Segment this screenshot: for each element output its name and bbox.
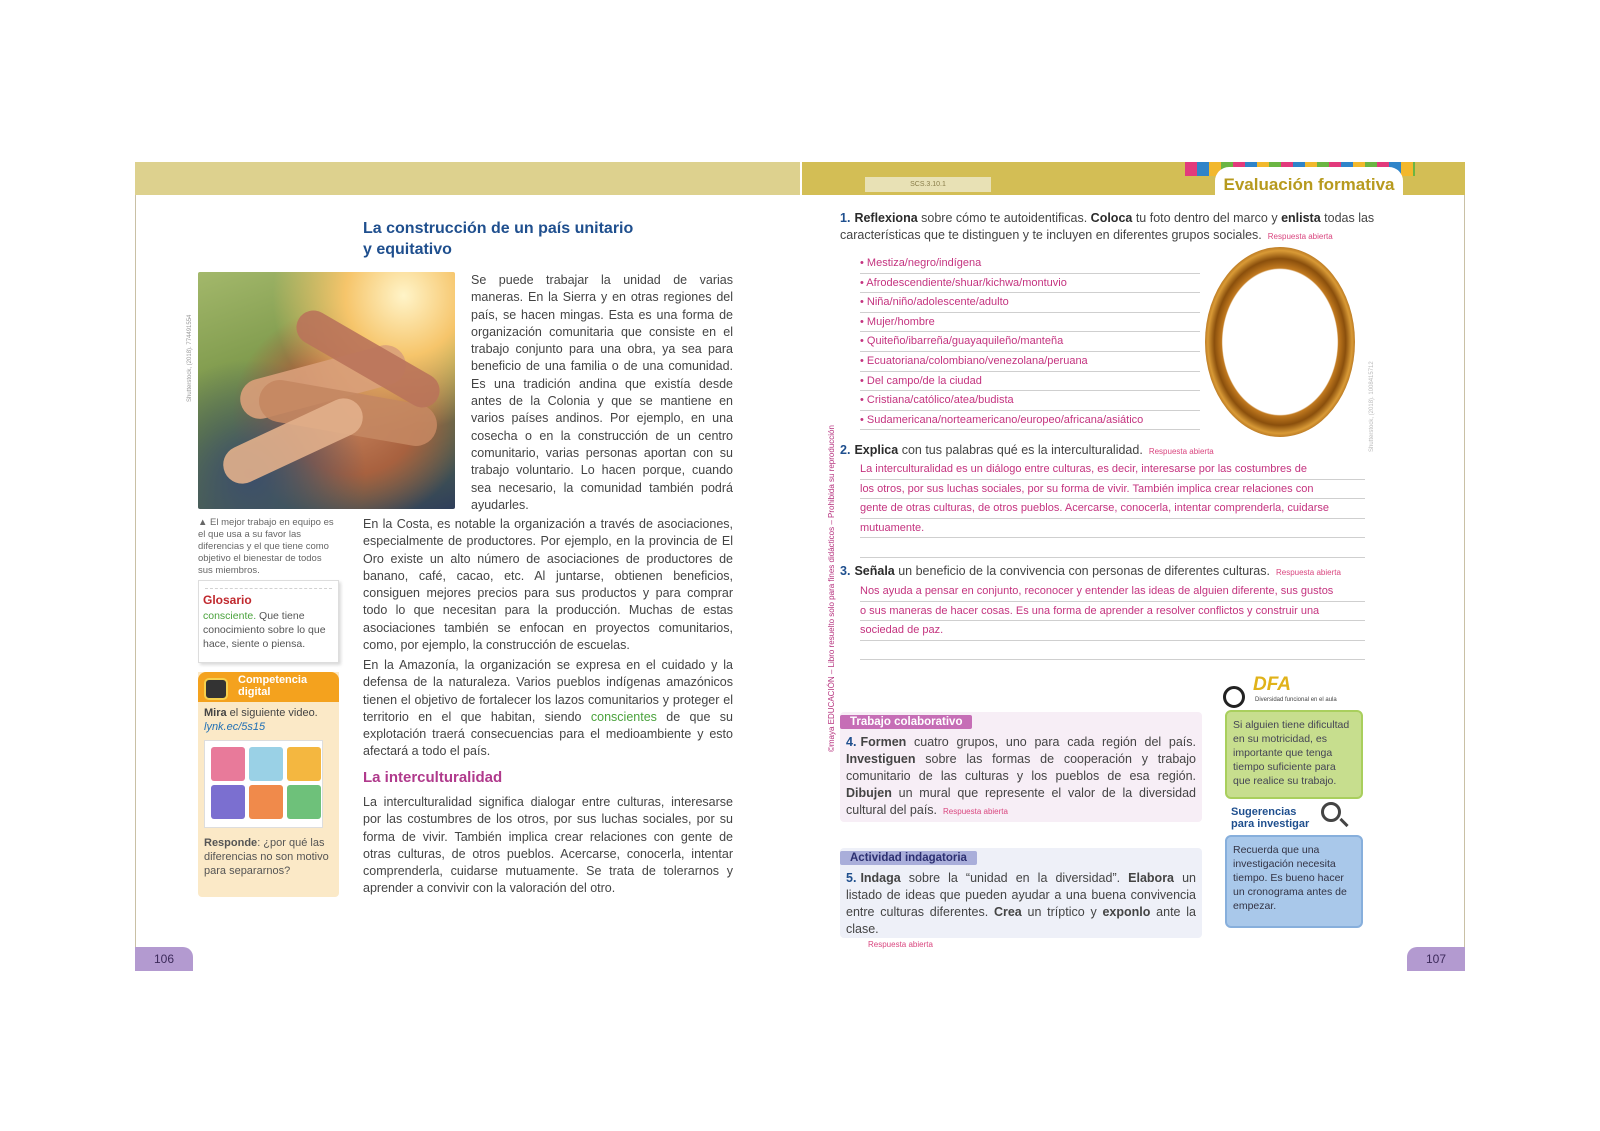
robot-icon xyxy=(204,678,228,700)
answer-line: La interculturalidad es un diálogo entre culturas, es decir, interesarse por las costumbres de xyxy=(860,460,1365,480)
q4-verb-2: Investiguen xyxy=(846,752,916,766)
q4-text-2: sobre las formas de cooperación y trabajo comunitario de las culturas y los pueblos de esa región. xyxy=(846,752,1196,783)
answer-line: • Cristiana/católico/atea/budista xyxy=(860,391,1200,411)
open-answer-tag: Respuesta abierta xyxy=(868,940,933,949)
open-answer-tag: Respuesta abierta xyxy=(943,807,1008,816)
skill-code-tab: SCS.3.10.1 xyxy=(865,177,991,192)
glossary-term: consciente. xyxy=(203,610,257,622)
inquiry-activity-box xyxy=(840,848,1202,949)
dfa-subtitle: Diversidad funcional en el aula xyxy=(1255,697,1337,703)
q5-number: 5. xyxy=(846,871,857,885)
answer-line xyxy=(860,538,1365,558)
page-number-left: 106 xyxy=(135,947,193,971)
textbook-spread xyxy=(135,162,1465,971)
research-suggestions-title xyxy=(1231,806,1309,830)
child-illustration xyxy=(287,785,321,819)
q1-text-3: todas las características que te distinguen y te incluyen en diferentes grupos sociales. xyxy=(840,211,1375,242)
q1-verb-1: Reflexiona xyxy=(854,211,918,225)
digital-title-line-1: Competencia xyxy=(238,674,308,686)
magnifier-icon xyxy=(1321,802,1341,822)
video-link[interactable]: lynk.ec/5s15 xyxy=(204,721,266,733)
q4-verb-1: Formen xyxy=(860,735,907,749)
paragraph-amazonia-b: de que su explotación traerá consecuencias para el medioambiente y esto afectará a todo el país. xyxy=(363,709,733,759)
q2-number: 2. xyxy=(840,443,851,457)
answer-line: Nos ayuda a pensar en conjunto, reconocer y entender las ideas de alguien diferente, sus gustos xyxy=(860,582,1365,602)
q2-answer xyxy=(860,460,1365,558)
dfa-logo xyxy=(1215,672,1355,708)
open-answer-tag: Respuesta abierta xyxy=(1275,568,1341,577)
q1-text-2: tu foto dentro del marco y xyxy=(1132,211,1282,225)
answer-line: • Mujer/hombre xyxy=(860,313,1200,333)
video-instruction xyxy=(198,702,339,738)
q3-verb: Señala xyxy=(854,564,895,578)
child-illustration xyxy=(249,785,283,819)
photo-credit: Shutterstock, (2018). 774491554 xyxy=(187,314,193,402)
wheelchair-icon xyxy=(1223,686,1245,708)
copyright-vertical: ©maya EDUCACIÓN – Libro resuelto solo para fines didácticos – Prohibida su reproducción xyxy=(827,425,836,752)
child-illustration xyxy=(211,747,245,781)
paragraph-costa: En la Costa, es notable la organización a través de asociaciones, especialmente de productores. Por ejemplo, en la provincia de El Oro existe un alto número de asociaciones de productores de banano, café, cacao, etc. Al juntarse, obtienen beneficios, consiguen mejores precios para sus productos y para comprar todo lo que necesitan para la producción. Muchas de estas asociaciones también se enfocan en proyectos comunitarios, como, por ejemplo, la construcción de escuelas. xyxy=(363,517,733,653)
q1-number: 1. xyxy=(840,211,851,225)
title-line-2: y equitativo xyxy=(363,241,452,258)
paragraph-mingas: Se puede trabajar la unidad de varias maneras. En la Sierra y en otras regiones del país, se hacen mingas. Esta es una forma de organización comunitaria que consiste en el trabajo conjunto para una obra, ya sea para beneficio de una familia o de una comunidad. Es una tradición andina que existía desde antes de la Colonia y que se mantiene en varios países andinos. Por ejemplo, en una cosecha o en la construcción de un centro comunitario, varias personas aportan con su trabajo voluntario. Lo hacen porque, cuando sea necesario, la comunidad también podrá ayudarles. xyxy=(471,273,733,512)
responde-verb: Responde xyxy=(204,837,258,849)
mira-verb: Mira xyxy=(204,707,227,719)
child-illustration xyxy=(249,747,283,781)
q5-text-4: ante la clase. xyxy=(846,905,1196,936)
q1-text-1: sobre cómo te autoidentificas. xyxy=(917,211,1091,225)
question-4 xyxy=(840,730,1202,820)
open-answer-tag: Respuesta abierta xyxy=(1148,447,1214,456)
section-heading-interculturalidad: La interculturalidad xyxy=(363,769,503,786)
question-1 xyxy=(840,210,1380,245)
answer-line: • Del campo/de la ciudad xyxy=(860,372,1200,392)
responde-prompt xyxy=(198,830,339,884)
paragraph-amazonia xyxy=(363,657,733,761)
frame-credit: Shutterstock, (2018). 1008415712 xyxy=(1369,361,1375,452)
page-edge-right xyxy=(1464,195,1465,947)
glossary-entry xyxy=(199,609,338,651)
ornate-photo-frame xyxy=(1205,247,1355,437)
answer-line: los otros, por sus luchas sociales, por su forma de vivir. También implica crear relaciones con xyxy=(860,480,1365,500)
answer-line: • Mestiza/negro/indígena xyxy=(860,254,1200,274)
q3-number: 3. xyxy=(840,564,851,578)
video-thumbnail[interactable] xyxy=(204,740,323,828)
research-suggestions-note: Recuerda que una investigación necesita tiempo. Es bueno hacer un cronograma antes de empezar. xyxy=(1225,835,1363,928)
answer-line: o sus maneras de hacer cosas. Es una forma de aprender a resolver conflictos y construir una xyxy=(860,602,1365,622)
answer-line: • Ecuatoriana/colombiano/venezolana/peruana xyxy=(860,352,1200,372)
q1-answer-list xyxy=(860,254,1200,430)
question-2 xyxy=(840,442,1380,460)
notebook-rings xyxy=(205,581,332,589)
paragraph-interculturalidad: La interculturalidad significa dialogar entre culturas, interesarse por las costumbres de los otros, por sus luchas sociales, por su forma de vivir. También implica crear relaciones con gente de otras culturas, de otros pueblos. Acercarse, conocerla, intentar comprenderla, cuidarse mutuamente. Se trata de tolerarnos y aprender a convivir con la valoración del otro. xyxy=(363,795,733,896)
answer-line: • Afrodescendiente/shuar/kichwa/montuvio xyxy=(860,274,1200,294)
answer-line: mutuamente. xyxy=(860,519,1365,539)
paragraph-amazonia-a: En la Amazonía, la organización se expresa en el cuidado y la defensa de la naturaleza. Varios pueblos indígenas amazónicos tienen el objetivo de fortalecer los lazos comunitarios y proteger el territorio en el que habitan, siendo xyxy=(363,658,733,724)
title-line-1: La construcción de un país unitario xyxy=(363,220,634,237)
q3-answer xyxy=(860,582,1365,660)
child-illustration xyxy=(287,747,321,781)
suggestions-title-line-2: para investigar xyxy=(1231,818,1310,830)
photo-caption: ▲ El mejor trabajo en equipo es el que usa a su favor las diferencias y el que tiene como objetivo el bienestar de todos sus miembros. xyxy=(198,517,334,576)
digital-competence-header xyxy=(198,672,339,702)
suggestions-title-line-1: Sugerencias xyxy=(1231,806,1297,818)
collaborative-tag: Trabajo colaborativo xyxy=(840,715,972,729)
answer-line: • Niña/niño/adolescente/adulto xyxy=(860,293,1200,313)
glossary-definition: Que tiene conocimiento sobre lo que hace, siente o piensa. xyxy=(203,610,326,650)
page-number-right: 107 xyxy=(1407,947,1465,971)
q5-verb-1: Indaga xyxy=(860,871,901,885)
q5-verb-4: exponlo xyxy=(1102,905,1151,919)
open-answer-tag: Respuesta abierta xyxy=(1267,232,1333,241)
answer-line xyxy=(860,641,1365,661)
q2-text: con tus palabras qué es la interculturalidad. xyxy=(898,443,1143,457)
answer-line: gente de otras culturas, de otros pueblos. Acercarse, conocerla, intentar comprenderla, cuidarse xyxy=(860,499,1365,519)
glossary-term-highlight: conscientes xyxy=(590,709,657,724)
answer-line: • Sudamericana/norteamericano/europeo/africana/asiático xyxy=(860,411,1200,431)
q5-verb-2: Elabora xyxy=(1128,871,1175,885)
q5-verb-3: Crea xyxy=(993,905,1022,919)
page-edge-left xyxy=(135,195,136,947)
left-header-band xyxy=(135,162,800,195)
q4-number: 4. xyxy=(846,735,857,749)
q5-text-2: un listado de ideas que pueden ayudar a una buena convivencia entre culturas diferentes. xyxy=(846,871,1196,919)
dfa-note: Si alguien tiene dificultad en su motricidad, es importante que tenga tiempo suficiente para que realice su trabajo. xyxy=(1225,710,1363,799)
digital-competence-box xyxy=(198,672,339,897)
answer-line: sociedad de paz. xyxy=(860,621,1365,641)
responde-text: : ¿por qué las diferencias no son motivo para separarnos? xyxy=(204,837,329,877)
q1-verb-3: enlista xyxy=(1281,211,1321,225)
question-5 xyxy=(840,866,1202,938)
section-title: Evaluación formativa xyxy=(1215,167,1403,201)
digital-title-line-2: digital xyxy=(238,686,271,698)
q4-text-1: cuatro grupos, uno para cada región del país. xyxy=(906,735,1196,749)
glossary-title: Glosario xyxy=(203,593,252,607)
question-3 xyxy=(840,563,1380,581)
q4-verb-3: Dibujen xyxy=(846,786,892,800)
dfa-logo-text: DFA xyxy=(1253,674,1291,695)
q5-text-1: sobre la “unidad en la diversidad”. xyxy=(900,871,1129,885)
q4-text-3: un mural que represente el valor de la diversidad cultural del país. xyxy=(846,786,1196,817)
inquiry-tag: Actividad indagatoria xyxy=(840,851,977,865)
glossary-box xyxy=(198,580,339,663)
q5-text-3: un tríptico y xyxy=(1021,905,1103,919)
q3-text: un beneficio de la convivencia con personas de diferentes culturas. xyxy=(894,564,1270,578)
q1-verb-2: Coloca xyxy=(1090,211,1133,225)
page-title xyxy=(363,218,663,260)
child-illustration xyxy=(211,785,245,819)
q2-verb: Explica xyxy=(854,443,899,457)
answer-line: • Quiteño/ibarreña/guayaquileño/manteña xyxy=(860,332,1200,352)
hands-together-photo xyxy=(198,272,455,509)
collaborative-work-box xyxy=(840,712,1202,822)
mira-text: el siguiente video. xyxy=(226,707,318,719)
